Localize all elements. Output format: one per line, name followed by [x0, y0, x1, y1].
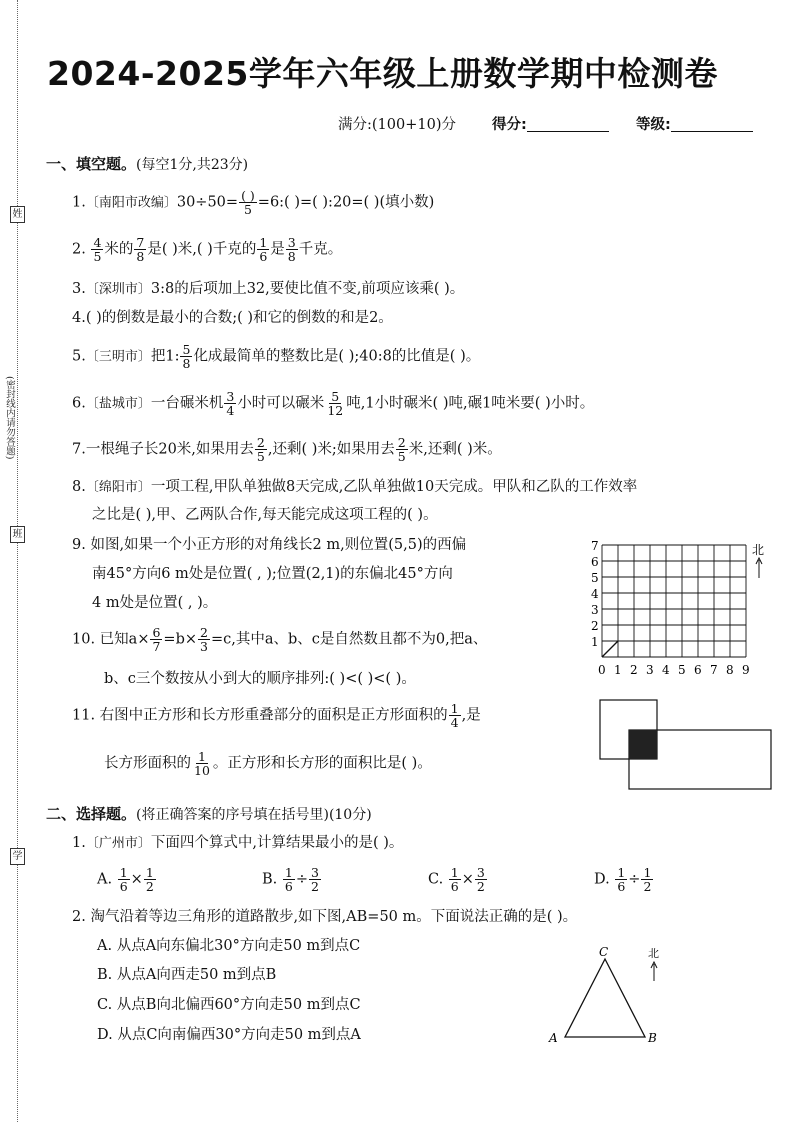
operator: ÷ — [295, 871, 308, 888]
q-text: 千克。 — [298, 241, 343, 258]
grid-x-tick-label: 4 — [662, 663, 670, 677]
q-number: 1. — [72, 835, 86, 851]
grid-y-tick-label: 3 — [591, 603, 599, 617]
grid-lines — [602, 545, 746, 657]
grid-x-tick-label: 0 — [598, 663, 606, 677]
q-text: 如图,如果一个小正方形的对角线长2 m,则位置(5,5)的西偏 — [90, 537, 467, 553]
fraction-denominator: 6 — [617, 879, 626, 895]
fraction-denominator: 6 — [119, 879, 128, 895]
fraction-denominator: 12 — [327, 403, 344, 419]
option-label: B. — [262, 871, 278, 888]
grid-y-labels — [591, 539, 599, 649]
grid-x-tick-label: 1 — [614, 663, 622, 677]
s1-question-4 — [72, 307, 393, 329]
fraction-numerator: 2 — [397, 435, 406, 450]
fraction-numerator: 1 — [259, 235, 268, 250]
grid-x-labels — [598, 663, 750, 677]
section2-note: (将正确答案的序号填在括号里)(10分) — [136, 807, 372, 823]
q-number: 2. — [72, 909, 86, 925]
gutter-seal-note: (密封线内请勿答题) — [4, 376, 15, 460]
section1-heading — [46, 153, 248, 174]
q-number: 8. — [72, 479, 86, 495]
fraction — [239, 189, 257, 216]
page-title: 2024-2025学年六年级上册数学期中检测卷 — [47, 54, 718, 93]
option-label: A. — [97, 871, 113, 888]
s2-q2-option-c[interactable]: C. 从点B向北偏西60°方向走50 m到点C — [97, 997, 361, 1013]
q-number: 4. — [72, 310, 86, 326]
q-text: ( )的倒数是最小的合数;( )和它的倒数的和是2。 — [85, 310, 393, 326]
fraction — [257, 236, 269, 263]
fraction-numerator: ( ) — [241, 188, 255, 203]
fraction — [255, 436, 267, 463]
gutter-class-box: 班 — [10, 526, 25, 543]
fraction-denominator: 5 — [93, 249, 102, 265]
s2-q2-option-d[interactable]: D. 从点C向南偏西30°方向走50 m到点A — [97, 1027, 361, 1043]
s1-question-1 — [72, 189, 434, 216]
fraction — [283, 866, 295, 893]
fraction — [118, 866, 130, 893]
fraction-denominator: 7 — [152, 639, 161, 655]
fraction — [180, 343, 192, 370]
gutter-school-box: 学 — [10, 848, 25, 865]
fraction-denominator: 4 — [226, 403, 235, 419]
fraction-numerator: 5 — [331, 389, 340, 404]
fraction-numerator: 3 — [226, 389, 235, 404]
fraction-denominator: 10 — [194, 763, 210, 779]
grade-label-text: 等级: — [636, 117, 671, 133]
q-text: 一根绳子长20米,如果用去 — [85, 441, 254, 458]
q-text: 米的 — [104, 241, 134, 258]
fraction-numerator: 4 — [93, 235, 102, 250]
q-text: 30÷50= — [176, 194, 239, 211]
triangle-figure — [545, 943, 670, 1048]
grid-y-tick-label: 6 — [591, 555, 599, 569]
q-number: 5. — [72, 348, 86, 365]
q-text: 已知a× — [99, 631, 150, 648]
fraction-denominator: 8 — [182, 356, 191, 372]
fraction — [309, 866, 321, 893]
binding-line — [17, 0, 18, 1122]
fraction-numerator: 5 — [182, 342, 191, 357]
fraction-numerator: 1 — [197, 749, 206, 764]
q-source: 〔三明市〕 — [85, 349, 151, 365]
s2-q1-option-a[interactable] — [97, 866, 157, 893]
q-text: 化成最简单的整数比是( );40:8的比值是( )。 — [193, 348, 481, 365]
s1-question-8-line2: 之比是( ),甲、乙两队合作,每天能完成这项工程的( )。 — [92, 507, 438, 523]
fraction-numerator: 1 — [145, 865, 154, 880]
fraction-denominator: 3 — [200, 639, 208, 655]
q-text: ,还剩( )米;如果用去 — [267, 441, 395, 458]
q-number: 3. — [72, 281, 86, 297]
q-number: 1. — [72, 194, 86, 211]
option-label: D. — [594, 871, 610, 888]
north-label: 北 — [648, 947, 659, 960]
fraction-denominator: 2 — [145, 879, 154, 895]
grid-x-tick-label: 6 — [694, 663, 702, 677]
s1-question-9-line2: 南45°方向6 m处是位置( , );位置(2,1)的东偏北45°方向 — [92, 566, 453, 582]
q-text: 把1: — [150, 348, 180, 365]
section2-heading-text: 二、选择题。 — [46, 805, 137, 823]
s1-question-5 — [72, 343, 480, 370]
q-number: 2. — [72, 241, 86, 258]
q-text: 吨,1小时碾米( )吨,碾1吨米要( )小时。 — [346, 395, 595, 412]
s1-question-6 — [72, 390, 594, 417]
grade-field[interactable] — [671, 116, 753, 132]
fraction-numerator: 6 — [152, 625, 161, 640]
s1-question-11-line2 — [104, 750, 432, 777]
fraction-numerator: 1 — [450, 865, 459, 880]
q-number: 11. — [72, 707, 96, 724]
s1-question-11 — [72, 702, 481, 729]
q-text: ,是 — [461, 707, 481, 724]
q-text: =c,其中a、b、c是自然数且都不为0,把a、 — [210, 631, 488, 648]
grid-x-tick-label: 5 — [678, 663, 686, 677]
fraction-denominator: 2 — [310, 879, 319, 895]
grid-x-tick-label: 3 — [646, 663, 654, 677]
s1-question-7 — [72, 436, 502, 463]
fraction-denominator: 5 — [243, 202, 252, 218]
diagonal-segment — [602, 641, 618, 657]
grid-y-tick-label: 5 — [591, 571, 599, 585]
section2-heading — [46, 803, 372, 824]
fraction-denominator: 2 — [643, 879, 652, 895]
fraction-denominator: 6 — [259, 249, 268, 265]
section1-heading-text: 一、填空题。 — [46, 155, 137, 173]
fraction — [615, 866, 627, 893]
fraction-denominator: 4 — [450, 715, 459, 731]
fraction — [449, 866, 461, 893]
s2-q1-option-b[interactable] — [262, 866, 322, 893]
fraction-denominator: 8 — [136, 249, 145, 265]
fraction-numerator: 1 — [450, 701, 459, 716]
grid-y-tick-label: 7 — [591, 539, 599, 553]
point-b-label: B — [648, 1031, 657, 1045]
q-text: 小时可以碾米 — [237, 395, 325, 412]
q-text: 3:8的后项加上32,要使比值不变,前项应该乘( )。 — [150, 281, 465, 297]
q-source: 〔广州市〕 — [85, 836, 151, 851]
q-text: =6:( )=( ):20=( )(填小数) — [257, 194, 435, 211]
grid-x-tick-label: 9 — [742, 663, 750, 677]
fraction — [325, 390, 345, 417]
s2-q2-option-b[interactable]: B. 从点A向西走50 m到点B — [97, 967, 277, 983]
fraction-denominator: 6 — [284, 879, 293, 895]
s2-q2-option-a[interactable]: A. 从点A向东偏北30°方向走50 m到点C — [97, 938, 361, 954]
north-label: 北 — [752, 543, 765, 557]
overlap-shaded-region — [629, 730, 657, 759]
q-number: 7. — [72, 441, 86, 458]
s1-question-9 — [72, 534, 466, 556]
q-source: 〔绵阳市〕 — [85, 480, 151, 495]
grid-x-tick-label: 7 — [710, 663, 718, 677]
fraction — [144, 866, 156, 893]
q-number: 6. — [72, 395, 86, 412]
fraction-numerator: 1 — [643, 865, 652, 880]
fraction-numerator: 3 — [476, 865, 485, 880]
s2-q1-option-c[interactable] — [428, 866, 488, 893]
s2-q1-option-d[interactable] — [594, 866, 654, 893]
fraction — [475, 866, 487, 893]
fraction — [192, 750, 212, 777]
fraction-denominator: 8 — [287, 249, 296, 265]
gutter-name-box: 姓 — [10, 206, 25, 223]
coordinate-grid — [590, 532, 775, 682]
q-text: =b× — [163, 631, 198, 648]
operator: ÷ — [628, 871, 641, 888]
s1-question-9-line3: 4 m处是位置( , )。 — [92, 595, 218, 611]
q-text: 一台碾米机 — [150, 395, 224, 412]
fraction-numerator: 1 — [119, 865, 128, 880]
grid-y-tick-label: 4 — [591, 587, 599, 601]
q-text: 右图中正方形和长方形重叠部分的面积是正方形面积的 — [99, 707, 448, 724]
q-source: 〔南阳市改编〕 — [85, 195, 177, 211]
grid-x-tick-label: 2 — [630, 663, 638, 677]
square-rectangle-figure — [598, 698, 776, 794]
fraction — [641, 866, 653, 893]
fraction — [150, 626, 162, 653]
q-text: 是( )米,( )千克的 — [147, 241, 257, 258]
equilateral-triangle — [565, 959, 645, 1037]
fraction — [449, 702, 461, 729]
fraction-numerator: 3 — [310, 865, 319, 880]
q-text: 。正方形和长方形的面积比是( )。 — [212, 755, 432, 772]
q-text: 米,还剩( )米。 — [408, 441, 502, 458]
s1-question-8 — [72, 476, 637, 499]
fraction-numerator: 2 — [200, 625, 208, 640]
s2-question-1 — [72, 832, 403, 855]
full-score: 满分:(100+10)分 — [338, 117, 456, 133]
fraction — [224, 390, 236, 417]
fraction-denominator: 5 — [397, 449, 406, 465]
grade-label — [636, 113, 753, 134]
grid-x-tick-label: 8 — [726, 663, 734, 677]
q-text: 长方形面积的 — [104, 755, 191, 772]
fraction-numerator: 1 — [284, 865, 293, 880]
fraction — [286, 236, 298, 263]
grid-y-tick-label: 1 — [591, 635, 599, 649]
s1-question-3 — [72, 278, 464, 301]
s1-question-10-line2: b、c三个数按从小到大的顺序排列:( )<( )<( )。 — [104, 671, 416, 687]
s2-question-2 — [72, 906, 577, 928]
fraction-numerator: 2 — [256, 435, 265, 450]
score-label — [492, 113, 609, 134]
q-number: 10. — [72, 631, 96, 648]
point-c-label: C — [599, 945, 609, 959]
fraction-numerator: 1 — [617, 865, 626, 880]
fraction — [134, 236, 146, 263]
s1-question-10 — [72, 626, 487, 653]
s1-question-2 — [72, 236, 342, 263]
fraction-denominator: 6 — [450, 879, 459, 895]
q-text: 淘气沿着等边三角形的道路散步,如下图,AB=50 m。下面说法正确的是( )。 — [90, 909, 578, 925]
operator: × — [461, 871, 474, 888]
fraction — [198, 626, 210, 653]
q-text: 一项工程,甲队单独做8天完成,乙队单独做10天完成。甲队和乙队的工作效率 — [150, 479, 638, 495]
score-label-text: 得分: — [492, 117, 527, 133]
score-field[interactable] — [527, 116, 609, 132]
fraction-numerator: 3 — [287, 235, 296, 250]
point-a-label: A — [549, 1031, 558, 1045]
fraction — [91, 236, 103, 263]
grid-y-tick-label: 2 — [591, 619, 599, 633]
fraction-denominator: 5 — [256, 449, 265, 465]
fraction — [396, 436, 408, 463]
fraction-denominator: 2 — [476, 879, 485, 895]
q-source: 〔盐城市〕 — [85, 396, 151, 412]
section1-note: (每空1分,共23分) — [136, 157, 249, 173]
q-text: 下面四个算式中,计算结果最小的是( )。 — [150, 835, 404, 851]
q-source: 〔深圳市〕 — [85, 282, 151, 297]
q-text: 是 — [270, 241, 285, 258]
option-label: C. — [428, 871, 444, 888]
operator: × — [130, 871, 143, 888]
fraction-numerator: 7 — [136, 235, 145, 250]
q-number: 9. — [72, 537, 86, 553]
